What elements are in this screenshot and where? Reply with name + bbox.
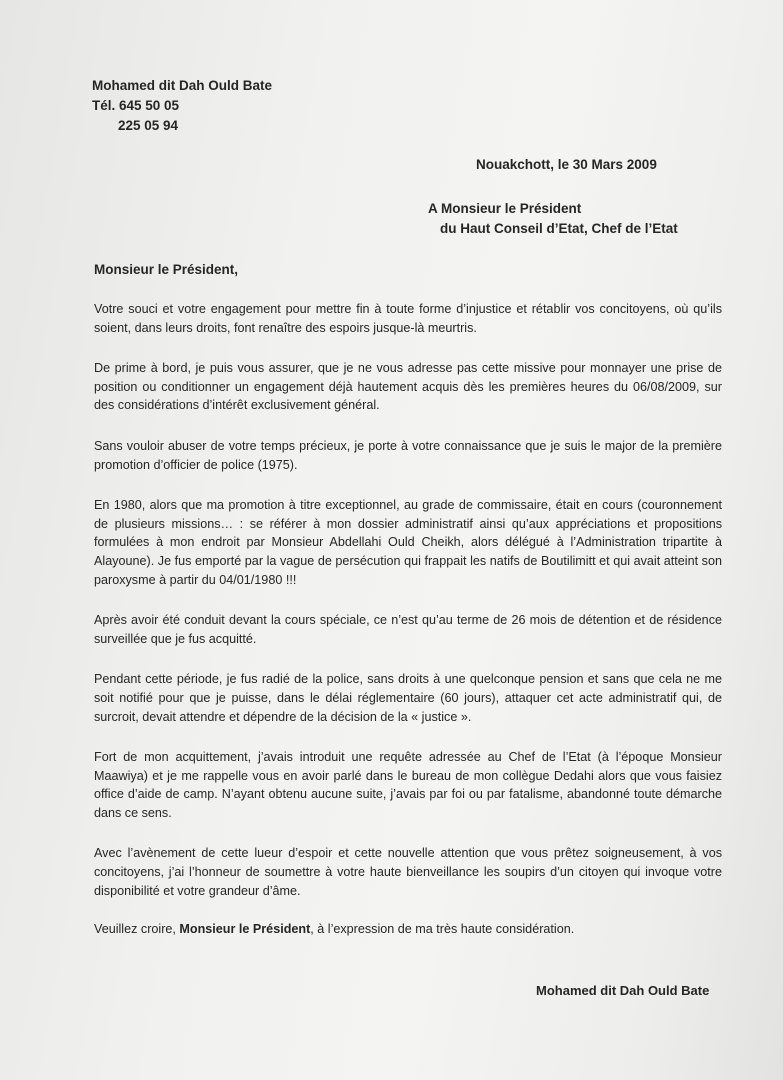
sender-name: Mohamed dit Dah Ould Bate [92, 78, 273, 93]
recipient-line-2: du Haut Conseil d’Etat, Chef de l’Etat [440, 221, 678, 236]
paragraph-4: En 1980, alors que ma promotion à titre exceptionnel, au grade de commissaire, était en cours (couronnement de plusieurs missions… : se référer à mon dossier administratif ainsi qu’aux appréciations et propositions formulées à mon endroit par Monsieur Abdellahi Ould Cheikh, alors délégué à l’Administration tripartite à Alayoune). Je fus emporté par la vague de persécution qui frappait les natifs de Boutilimitt et qui avait atteint son paroxysme à partir du 04/01/1980 !!! [94, 498, 722, 587]
paragraph-5: Après avoir été conduit devant la cours spéciale, ce n’est qu’au terme de 26 mois de détention et de résidence surveillée que je fus acquitté. [94, 613, 722, 646]
paragraph-2: De prime à bord, je puis vous assurer, que je ne vous adresse pas cette missive pour monnayer une prise de position ou conditionner un engagement déjà hautement acquis dès les premières heures du 06/08/2009, sur des considérations d’intérêt exclusivement général. [94, 361, 722, 413]
paragraph-3: Sans vouloir abuser de votre temps précieux, je porte à votre connaissance que je suis le major de la première promotion d’officier de police (1975). [94, 438, 722, 472]
paragraph-7: Fort de mon acquittement, j’avais introduit une requête adressée au Chef de l’Etat (à l’époque Monsieur Maawiya) et je me rappelle vous en avoir parlé dans le bureau de mon collègue Dedahi alors que vous faisiez office d’aide de camp. N’ayant obtenu aucune suite, j’avais par foi ou par fatalisme, abandonné toute démarche dans ce sens. [94, 750, 722, 820]
recipient-block [428, 199, 678, 239]
sender-phone-1: Tél. 645 50 05 [92, 98, 180, 113]
closing-before: Veuillez croire, [94, 922, 180, 937]
paragraph-6: Pendant cette période, je fus radié de la police, sans droits à une quelconque pension et sans que cela ne me soit notifié pour que je puisse, dans le délai réglementaire (60 jours), attaquer cet acte administratif qui, de surcroit, devait attendre et dépendre de la décision de la « justice ». [94, 672, 722, 724]
letter-body [94, 300, 722, 961]
sender-phone-2: 225 05 94 [118, 118, 179, 133]
signature: Mohamed dit Dah Ould Bate [536, 983, 710, 998]
place-and-date: Nouakchott, le 30 Mars 2009 [476, 157, 657, 172]
salutation: Monsieur le Président, [94, 262, 239, 277]
closing-strong: Monsieur le Président [179, 922, 311, 937]
paragraph-8: Avec l’avènement de cette lueur d’espoir et cette nouvelle attention que vous prêtez soigneusement, à vos concitoyens, j’ai l’honneur de soumettre à votre haute bienveillance les soupirs d’un citoyen qui invoque votre disponibilité et votre grandeur d’âme. [94, 846, 722, 898]
paragraph-1: Votre souci et votre engagement pour mettre fin à toute forme d’injustice et rétablir vos concitoyens, où qu’ils soient, dans leurs droits, font renaître des espoirs jusque-là meurtris. [94, 302, 722, 335]
closing-after: , à l’expression de ma très haute considération. [310, 922, 575, 937]
closing-paragraph [94, 920, 722, 939]
recipient-line-1: A Monsieur le Président [428, 201, 582, 216]
sender-block [92, 76, 272, 136]
